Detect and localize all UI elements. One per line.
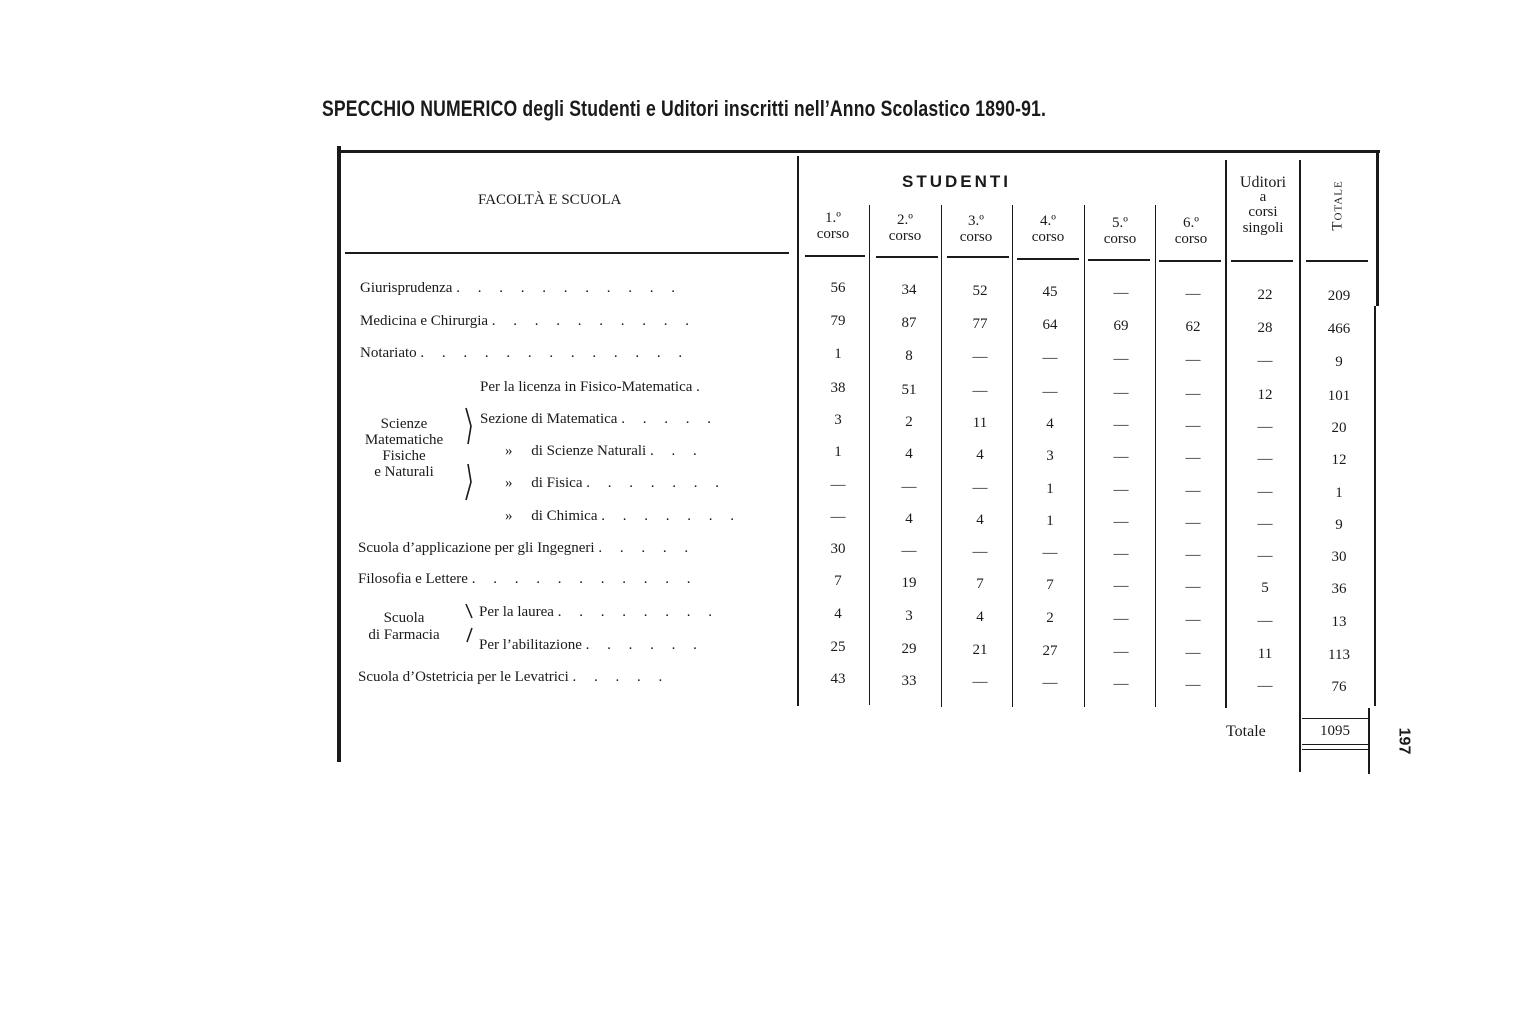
table-cell: — (1042, 350, 1058, 366)
page-number: 197 (1395, 727, 1413, 755)
table-cell: — (1113, 482, 1129, 498)
table-cell: — (1113, 285, 1129, 301)
group-farmacia (352, 610, 456, 644)
table-cell-totale: 466 (1327, 321, 1351, 337)
table-cell: — (972, 674, 988, 690)
table-cell: 1 (1046, 513, 1054, 529)
row-label: Scuola d’Ostetricia per le Levatrici . . . . . (358, 669, 670, 685)
table-cell: — (901, 543, 917, 559)
corso-num: 5.º (1112, 215, 1128, 231)
table-cell: — (1185, 547, 1201, 563)
corso-label: corso (888, 228, 922, 244)
table-cell: 43 (830, 671, 846, 687)
table-cell: 3 (905, 608, 913, 624)
table-cell: — (1257, 678, 1273, 694)
table-cell: 1 (1046, 481, 1054, 497)
group-line: Scuola (383, 610, 425, 626)
table-cell: 4 (976, 447, 984, 463)
table-cell: 52 (972, 283, 988, 299)
table-cell: — (1113, 546, 1129, 562)
table-cell: — (1113, 676, 1129, 692)
header-uditori (1227, 175, 1299, 236)
table-cell: 62 (1185, 319, 1201, 335)
table-cell-totale: 20 (1331, 420, 1347, 436)
table-cell: 3 (834, 412, 842, 428)
group-line: Matematiche (364, 432, 444, 448)
table-cell: 3 (1046, 448, 1054, 464)
table-cell: 33 (901, 673, 917, 689)
table-cell-totale: 13 (1331, 614, 1347, 630)
footer-total-label: Totale (1226, 723, 1266, 740)
uditori-line: corsi (1248, 204, 1278, 220)
table-cell: — (1113, 514, 1129, 530)
table-cell: — (830, 509, 846, 525)
table-cell: — (1185, 352, 1201, 368)
table-cell: 27 (1042, 643, 1058, 659)
header-studenti: STUDENTI (902, 172, 1011, 191)
uditori-line: a (1259, 189, 1267, 205)
corso-num: 3.º (968, 213, 984, 229)
table-cell: — (972, 544, 988, 560)
table-cell-totale: 9 (1335, 354, 1343, 370)
table-cell: — (1113, 351, 1129, 367)
group-line: di Farmacia (368, 627, 440, 643)
table-cell: — (1113, 578, 1129, 594)
header-facolta: FACOLTÀ E SCUOLA (478, 192, 622, 208)
brace-scienze (460, 404, 476, 504)
table-cell: — (1185, 677, 1201, 693)
table-cell-totale: 9 (1335, 517, 1343, 533)
table-cell: 56 (830, 280, 846, 296)
row-label: Per l’abilitazione . . . . . . (479, 637, 704, 653)
header-totale (1302, 170, 1374, 240)
table-cell: — (1113, 385, 1129, 401)
table-cell: 5 (1261, 580, 1269, 596)
table-cell: — (901, 479, 917, 495)
table-cell-totale: 1 (1335, 485, 1343, 501)
row-label: » di Fisica . . . . . . . (505, 475, 726, 491)
table-cell-totale: 209 (1327, 288, 1351, 304)
table-cell: 51 (901, 382, 917, 398)
corso-label: corso (1174, 231, 1208, 247)
table-cell: — (1113, 417, 1129, 433)
table-cell: 4 (976, 512, 984, 528)
row-label: » di Chimica . . . . . . . (505, 508, 741, 524)
corso-num: 2.º (897, 212, 913, 228)
corso-label: corso (959, 229, 993, 245)
table-cell-totale: 36 (1331, 581, 1347, 597)
table-cell: 7 (976, 576, 984, 592)
table-cell: 11 (972, 415, 988, 431)
group-line: Fisiche (382, 448, 426, 464)
table-cell: 30 (830, 541, 846, 557)
corso-num: 1.º (825, 210, 841, 226)
uditori-line: singoli (1242, 220, 1284, 236)
corso-num: 4.º (1040, 213, 1056, 229)
table-cell: — (972, 480, 988, 496)
table-cell: 21 (972, 642, 988, 658)
table-cell: 29 (901, 641, 917, 657)
table-cell: — (972, 349, 988, 365)
table-cell: 22 (1257, 287, 1273, 303)
table-cell: 87 (901, 315, 917, 331)
table-cell: 11 (1257, 646, 1273, 662)
table-cell-totale: 12 (1331, 452, 1347, 468)
row-label: Per la licenza in Fisico-Matematica . (480, 379, 707, 395)
row-label: Giurisprudenza . . . . . . . . . . . (360, 280, 682, 296)
table-cell: — (1185, 612, 1201, 628)
table-cell: — (1257, 419, 1273, 435)
group-line: Scienze (380, 416, 428, 432)
table-cell: — (972, 383, 988, 399)
header-totale-label: Totale (1329, 179, 1346, 231)
table-cell: 38 (830, 380, 846, 396)
table-cell: — (1257, 548, 1273, 564)
table-cell: 4 (905, 446, 913, 462)
table-cell: — (1257, 613, 1273, 629)
table-cell-totale: 101 (1327, 388, 1351, 404)
row-label: Medicina e Chirurgia . . . . . . . . . . (360, 313, 697, 329)
table-cell: 4 (834, 606, 842, 622)
table-cell: 69 (1113, 318, 1129, 334)
brace-farmacia (462, 600, 476, 646)
row-label: Sezione di Matematica . . . . . (480, 411, 718, 427)
corso-label: corso (816, 226, 850, 242)
row-label: Filosofia e Lettere . . . . . . . . . . . (358, 571, 698, 587)
table-cell: 79 (830, 313, 846, 329)
table-cell: — (830, 477, 846, 493)
table-cell-totale: 76 (1331, 679, 1347, 695)
table-cell: — (1257, 451, 1273, 467)
table-cell: 4 (976, 609, 984, 625)
table-cell: — (1113, 644, 1129, 660)
table-cell: 2 (1046, 610, 1054, 626)
page-title: SPECCHIO NUMERICO degli Studenti e Uditori inscritti nell’Anno Scolastico 1890-91. (321, 96, 1047, 121)
row-label: Notariato . . . . . . . . . . . . . (360, 345, 690, 361)
footer-total-value: 1095 (1320, 723, 1350, 739)
table-cell: — (1185, 286, 1201, 302)
uditori-line: Uditori (1239, 174, 1287, 191)
table-cell: 8 (905, 348, 913, 364)
table-cell: — (1185, 418, 1201, 434)
table-cell: 2 (905, 414, 913, 430)
table-cell: 7 (834, 573, 842, 589)
table-cell: 64 (1042, 317, 1058, 333)
table-cell: 77 (972, 316, 988, 332)
table-cell: — (1042, 545, 1058, 561)
table-cell-totale: 113 (1328, 647, 1350, 663)
table-cell: 34 (901, 282, 917, 298)
group-scienze (352, 416, 456, 480)
group-line: e Naturali (374, 464, 434, 480)
table-cell: 28 (1257, 320, 1273, 336)
table-cell: 19 (901, 575, 917, 591)
table-cell: — (1185, 450, 1201, 466)
table-cell: 25 (830, 639, 846, 655)
table-cell: — (1257, 516, 1273, 532)
table-cell-totale: 30 (1331, 549, 1347, 565)
table-cell: — (1113, 611, 1129, 627)
table-cell: — (1257, 484, 1273, 500)
table-cell: 45 (1042, 284, 1058, 300)
table-cell: — (1185, 386, 1201, 402)
table-cell: 1 (834, 346, 842, 362)
row-label: Scuola d’applicazione per gli Ingegneri . . . . . (358, 540, 696, 556)
table-cell: 4 (1046, 416, 1054, 432)
table-cell: — (1185, 483, 1201, 499)
table-cell: 1 (834, 444, 842, 460)
table-cell: — (1185, 515, 1201, 531)
table-cell: — (1257, 353, 1273, 369)
row-label: Per la laurea . . . . . . . . (479, 604, 719, 620)
corso-label: corso (1103, 231, 1137, 247)
table-cell: — (1042, 675, 1058, 691)
corso-label: corso (1031, 229, 1065, 245)
table-cell: — (1042, 384, 1058, 400)
corso-num: 6.º (1183, 215, 1199, 231)
table-cell: — (1113, 449, 1129, 465)
table-cell: — (1185, 579, 1201, 595)
row-label: » di Scienze Naturali . . . (505, 443, 704, 459)
table-cell: 4 (905, 511, 913, 527)
table-cell: 12 (1257, 387, 1273, 403)
table-cell: 7 (1046, 577, 1054, 593)
table-cell: — (1185, 645, 1201, 661)
